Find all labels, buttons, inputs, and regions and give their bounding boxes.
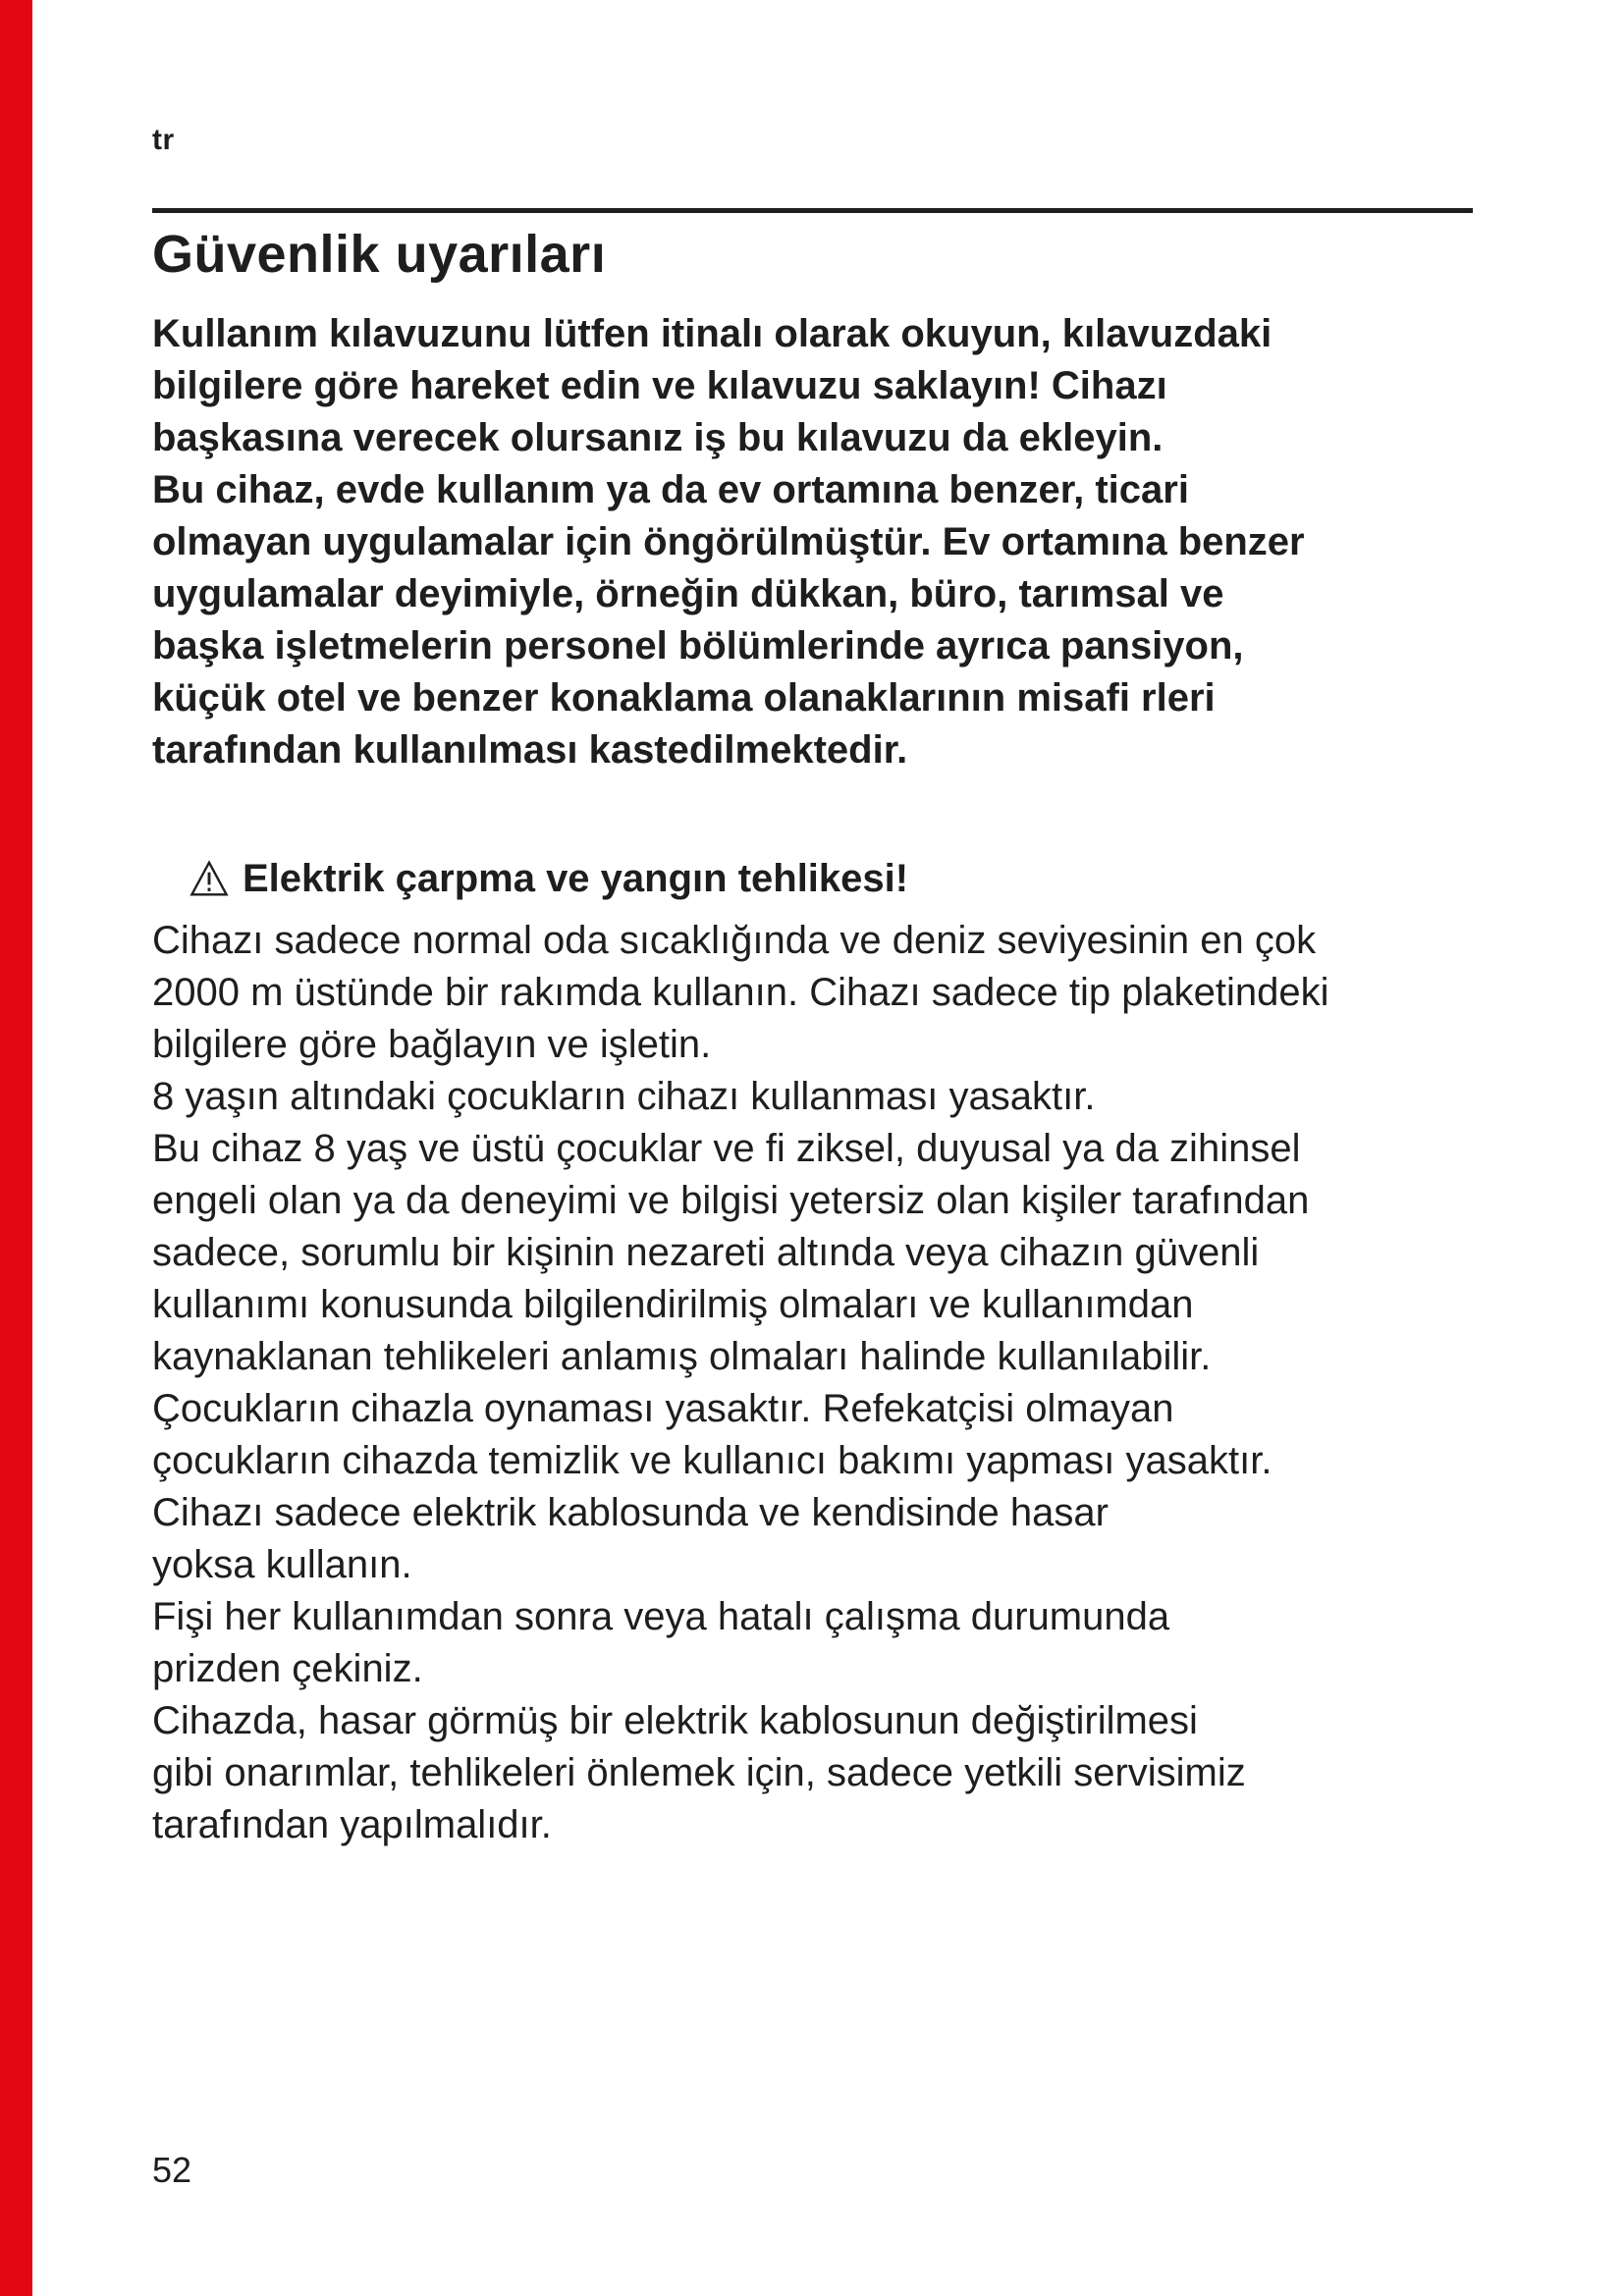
body-line: kaynaklanan tehlikeleri anlamış olmaları halinde kullanılabilir. bbox=[152, 1335, 1212, 1378]
intro-paragraph bbox=[152, 308, 1305, 776]
body-line: Cihazda, hasar görmüş bir elektrik kablosunun değiştirilmesi bbox=[152, 1699, 1198, 1742]
body-text bbox=[152, 915, 1328, 1851]
header-divider bbox=[152, 208, 1473, 213]
warning-heading-text: Elektrik çarpma ve yangın tehlikesi! bbox=[243, 857, 909, 900]
intro-line: Kullanım kılavuzunu lütfen itinalı olarak okuyun, kılavuzdaki bbox=[152, 312, 1272, 355]
warning-heading bbox=[189, 856, 908, 901]
intro-line: uygulamalar deyimiyle, örneğin dükkan, büro, tarımsal ve bbox=[152, 572, 1224, 615]
intro-line: küçük otel ve benzer konaklama olanaklarının misafi rleri bbox=[152, 676, 1216, 720]
body-line: Bu cihaz 8 yaş ve üstü çocuklar ve fi ziksel, duyusal ya da zihinsel bbox=[152, 1127, 1301, 1170]
body-line: kullanımı konusunda bilgilendirilmiş olmaları ve kullanımdan bbox=[152, 1283, 1194, 1326]
body-line: engeli olan ya da deneyimi ve bilgisi yetersiz olan kişiler tarafından bbox=[152, 1179, 1310, 1222]
warning-triangle-icon bbox=[189, 860, 229, 897]
body-line: bilgilere göre bağlayın ve işletin. bbox=[152, 1023, 712, 1066]
intro-line: başkasına verecek olursanız iş bu kılavuzu da ekleyin. bbox=[152, 416, 1164, 459]
intro-line: Bu cihaz, evde kullanım ya da ev ortamına benzer, ticari bbox=[152, 468, 1189, 511]
page-number: 52 bbox=[152, 2150, 192, 2190]
body-line: yoksa kullanın. bbox=[152, 1543, 412, 1586]
body-line: 8 yaşın altındaki çocukların cihazı kullanması yasaktır. bbox=[152, 1075, 1096, 1118]
intro-line: bilgilere göre hareket edin ve kılavuzu saklayın! Cihazı bbox=[152, 364, 1167, 407]
intro-line: olmayan uygulamalar için öngörülmüştür. Ev ortamına benzer bbox=[152, 520, 1305, 563]
page-content bbox=[152, 0, 1473, 2296]
body-line: 2000 m üstünde bir rakımda kullanın. Cihazı sadece tip plaketindeki bbox=[152, 971, 1329, 1014]
body-line: Cihazı sadece normal oda sıcaklığında ve deniz seviyesinin en çok bbox=[152, 919, 1317, 962]
body-line: çocukların cihazda temizlik ve kullanıcı bakımı yapması yasaktır. bbox=[152, 1439, 1272, 1482]
body-line: Fişi her kullanımdan sonra veya hatalı çalışma durumunda bbox=[152, 1595, 1170, 1638]
body-line: gibi onarımlar, tehlikeleri önlemek için, sadece yetkili servisimiz bbox=[152, 1751, 1246, 1794]
intro-line: başka işletmelerin personel bölümlerinde ayrıca pansiyon, bbox=[152, 624, 1244, 667]
language-tag: tr bbox=[152, 124, 175, 156]
page-title: Güvenlik uyarıları bbox=[152, 225, 607, 284]
page-edge-accent-bar bbox=[0, 0, 32, 2296]
body-line: sadece, sorumlu bir kişinin nezareti altında veya cihazın güvenli bbox=[152, 1231, 1260, 1274]
body-line: Cihazı sadece elektrik kablosunda ve kendisinde hasar bbox=[152, 1491, 1109, 1534]
body-line: Çocukların cihazla oynaması yasaktır. Refekatçisi olmayan bbox=[152, 1387, 1174, 1430]
intro-line: tarafından kullanılması kastedilmektedir. bbox=[152, 728, 908, 772]
body-line: tarafından yapılmalıdır. bbox=[152, 1803, 552, 1846]
body-line: prizden çekiniz. bbox=[152, 1647, 423, 1690]
